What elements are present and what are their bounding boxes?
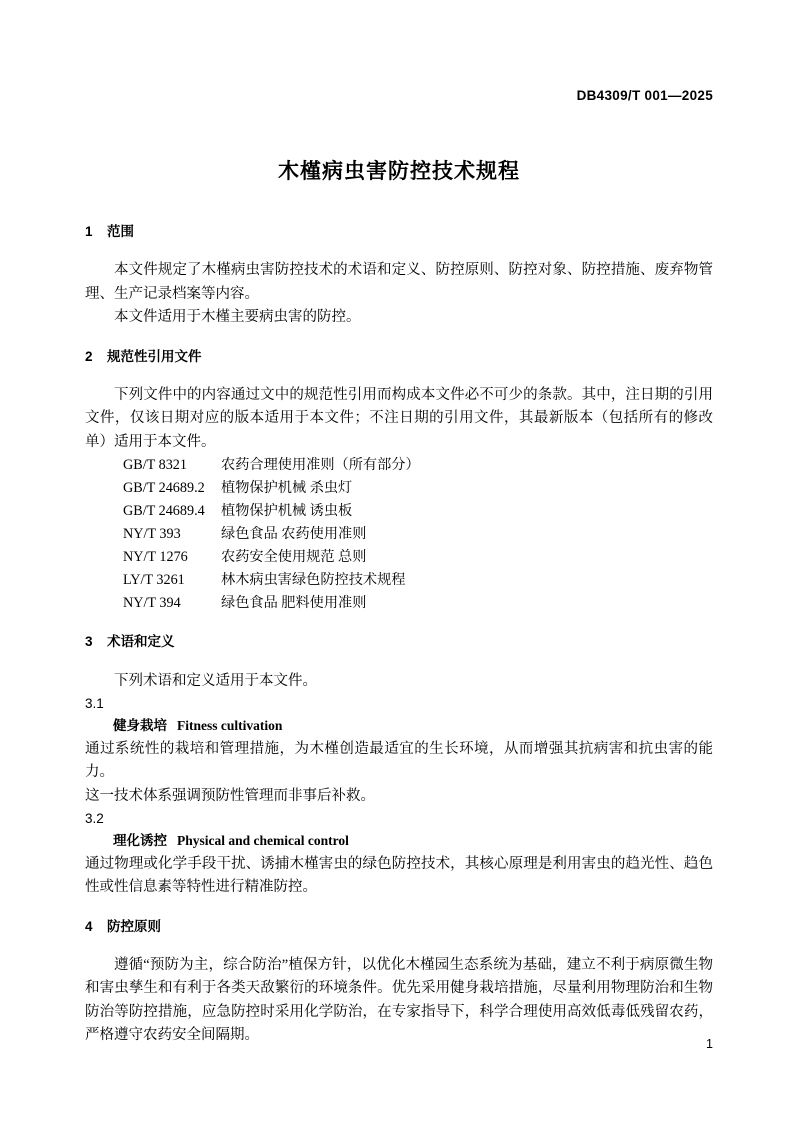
list-item [85, 592, 713, 615]
reference-code: NY/T 394 [123, 595, 181, 612]
reference-code: NY/T 1276 [123, 549, 188, 566]
clause-number-1: 1 [85, 224, 93, 239]
clause-label-2: 规范性引用文件 [107, 348, 202, 364]
clause-number-4: 4 [85, 918, 93, 934]
list-item [85, 546, 713, 569]
reference-title: 绿色食品 肥料使用准则 [221, 595, 367, 612]
term-definition-3-1-line2: 这一技术体系强调预防性管理而非事后补救。 [85, 787, 375, 804]
reference-title: 农药安全使用规范 总则 [221, 549, 367, 566]
page-title: 木槿病虫害防控技术规程 [278, 160, 520, 183]
reference-code: LY/T 3261 [123, 572, 185, 589]
reference-code: GB/T 8321 [123, 457, 187, 474]
term-heading-3-1 [113, 715, 713, 738]
clause4-paragraph-1: 遵循“预防为主，综合防治”植保方针，以优化木槿园生态系统为基础，建立不利于病原微生物和害虫孳生和有利于各类天敌繁衍的环境条件。优先采用健身栽培措施，尽量利用物理防治和生物防治等防控措施，应急防控时采用化学防治，在专家指导下，科学合理使用高效低毒低残留农药，严格遵守农药安全间隔期。 [85, 956, 713, 1044]
standard-code: DB4309/T 001—2025 [576, 88, 713, 103]
clause-heading-2 [85, 347, 713, 367]
reference-title: 农药合理使用准则（所有部分） [221, 457, 420, 474]
clause-heading-1 [85, 222, 713, 242]
list-item [85, 500, 713, 523]
reference-title: 绿色食品 农药使用准则 [221, 526, 367, 543]
clause-label-4: 防控原则 [107, 918, 161, 934]
clause-label-3: 术语和定义 [107, 634, 175, 650]
clause1-paragraph-1: 本文件规定了木槿病虫害防控技术的术语和定义、防控原则、防控对象、防控措施、废弃物管理、生产记录档案等内容。 [85, 262, 713, 302]
term-heading-3-2 [113, 830, 713, 853]
subclause-number-3-1: 3.1 [85, 696, 104, 712]
page-number: 1 [706, 1037, 713, 1051]
term-name-en: Physical and chemical control [177, 832, 349, 848]
list-item [85, 523, 713, 546]
clause2-paragraph-1: 下列文件中的内容通过文中的规范性引用而构成本文件必不可少的条款。其中，注日期的引用文件，仅该日期对应的版本适用于本文件；不注日期的引用文件，其最新版本（包括所有的修改单）适用于本文件。 [85, 386, 713, 450]
clause-number-2: 2 [85, 348, 93, 364]
term-name-zh: 理化诱控 [113, 832, 167, 848]
reference-code: GB/T 24689.4 [123, 503, 205, 520]
reference-code: NY/T 393 [123, 526, 181, 543]
document-body [85, 222, 713, 1048]
list-item [85, 477, 713, 500]
reference-title: 植物保护机械 杀虫灯 [221, 480, 353, 497]
clause-heading-3 [85, 632, 713, 652]
term-definition-3-2-line1: 通过物理或化学手段干扰、诱捕木槿害虫的绿色防控技术，其核心原理是利用害虫的趋光性、趋色性或性信息素等特性进行精准防控。 [85, 855, 713, 896]
list-item [85, 569, 713, 592]
clause3-paragraph-1: 下列术语和定义适用于本文件。 [114, 672, 317, 689]
normative-references-list [85, 454, 713, 615]
term-definition-3-1-line1: 通过系统性的栽培和管理措施，为木槿创造最适宜的生长环境，从而增强其抗病害和抗虫害的能力。 [85, 740, 713, 781]
term-name-zh: 健身栽培 [113, 717, 167, 733]
clause1-paragraph-2: 本文件适用于木槿主要病虫害的防控。 [114, 309, 361, 326]
reference-code: GB/T 24689.2 [123, 480, 205, 497]
clause-label-1: 范围 [107, 224, 134, 239]
clause-heading-4 [85, 917, 713, 937]
reference-title: 植物保护机械 诱虫板 [221, 503, 353, 520]
reference-title: 林木病虫害绿色防控技术规程 [221, 572, 406, 589]
subclause-number-3-2: 3.2 [85, 811, 104, 827]
clause-number-3: 3 [85, 634, 93, 650]
term-name-en: Fitness cultivation [177, 717, 283, 733]
list-item [85, 454, 713, 477]
